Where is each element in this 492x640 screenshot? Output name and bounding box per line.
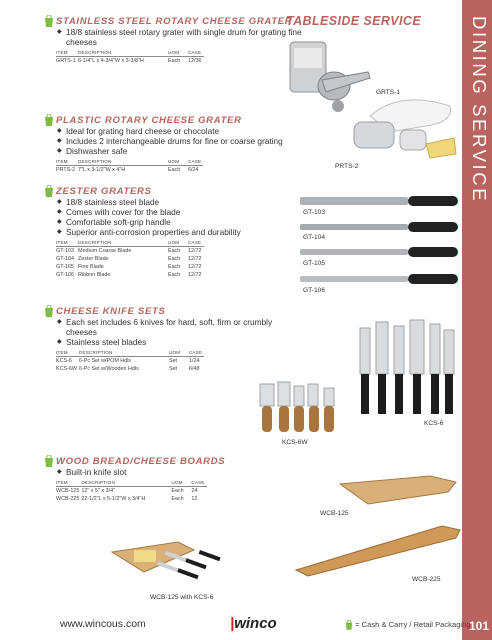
- cash-carry-note: [345, 620, 471, 630]
- shopping-bag-icon: [44, 114, 54, 126]
- bullet-item: ◆ Comfortable soft-grip handle: [56, 217, 304, 227]
- footer-url[interactable]: www.wincous.com: [60, 618, 146, 630]
- cell: Each: [168, 255, 181, 262]
- cell: GT-103: [56, 247, 74, 254]
- caption-gt105: GT-105: [303, 260, 325, 267]
- table-row: [56, 263, 204, 271]
- col-header: UOM: [171, 480, 191, 487]
- bullet-list: [56, 126, 304, 156]
- side-title: DINING SERVICE: [469, 16, 490, 204]
- cell: Set: [168, 365, 178, 372]
- bullet-list: [56, 197, 304, 237]
- tableside-heading: TABLESIDE SERVICE: [286, 14, 422, 28]
- col-header: UOM: [168, 240, 188, 247]
- section-boards: [56, 456, 304, 503]
- col-header: ITEM: [56, 480, 81, 487]
- cell: 6-Pc Set w/Wooden Hdls: [78, 365, 139, 372]
- col-header: DESCRIPTION: [78, 159, 168, 166]
- cell: Fine Blade: [78, 263, 104, 270]
- cell: 12" x 5" x 3/4": [81, 487, 115, 494]
- col-header: DESCRIPTION: [78, 50, 168, 57]
- spec-table: [56, 480, 207, 503]
- section-zester: [56, 186, 304, 280]
- caption-grts1: GRTS-1: [376, 89, 401, 96]
- caption-wcb125: WCB-125: [320, 510, 349, 517]
- caption-wcb225: WCB-225: [412, 576, 441, 583]
- bullet-item: ◆ 18/8 stainless steel blade: [56, 197, 304, 207]
- section-title: PLASTIC ROTARY CHEESE GRATER: [56, 115, 242, 126]
- bullet-list: [56, 467, 304, 477]
- cell: Ribbon Blade: [78, 272, 111, 279]
- cell: Each: [168, 57, 181, 64]
- bullet-item: ◆ Built-in knife slot: [56, 467, 304, 477]
- col-header: ITEM: [56, 159, 78, 166]
- zester-gt103-image: [300, 194, 460, 208]
- cell: KCS-6: [56, 357, 72, 364]
- cell: 6/48: [188, 365, 200, 372]
- col-header: CASE: [188, 159, 202, 164]
- cell: 12/72: [188, 247, 202, 254]
- bullet-list: [56, 27, 304, 47]
- table-row: [56, 272, 204, 280]
- cell: 22-1/2"L x 5-1/2"W x 3/4"H: [81, 495, 146, 502]
- section-grater: [56, 16, 304, 65]
- bullet-item: ◆ Superior anti-corrosion properties and durability: [56, 227, 304, 237]
- cell: 12: [191, 495, 198, 502]
- cell: WCB-225: [56, 495, 80, 502]
- table-row: [56, 57, 204, 66]
- cell: 12/72: [188, 263, 202, 270]
- wood-board-wcb125-image: [338, 472, 458, 508]
- cell: Medium Coarse Blade: [78, 247, 132, 254]
- col-header: UOM: [168, 50, 188, 57]
- cell: Each: [168, 247, 181, 254]
- bullet-item: ◆ 18/8 stainless steel rotary grater with single drum for grating fine cheeses: [56, 27, 304, 47]
- board-with-knives-image: [108, 528, 244, 592]
- cell: 12/72: [188, 255, 202, 262]
- bullet-item: ◆ Comes with cover for the blade: [56, 207, 304, 217]
- caption-kcs6w: KCS-6W: [282, 439, 308, 446]
- wood-board-wcb225-image: [292, 522, 462, 578]
- cell: Zester Blade: [78, 255, 109, 262]
- caption-gt106: GT-106: [303, 287, 325, 294]
- cash-carry-text: = Cash & Carry / Retail Packaging: [355, 620, 471, 629]
- cell: Each: [168, 263, 181, 270]
- col-header: ITEM: [56, 350, 79, 357]
- spec-table: [56, 159, 203, 174]
- col-header: DESCRIPTION: [81, 480, 171, 487]
- winco-logo: |winco: [230, 615, 277, 632]
- col-header: UOM: [169, 350, 189, 357]
- bullet-item: ◆ Includes 2 interchangeable drums for fine or coarse grating: [56, 136, 304, 146]
- logo-text: winco: [234, 615, 277, 632]
- caption-gt103: GT-103: [303, 209, 325, 216]
- col-header: ITEM: [56, 50, 78, 57]
- col-header: CASE: [188, 50, 204, 57]
- cell: Each: [168, 272, 181, 279]
- table-row: [56, 357, 204, 366]
- cell: GT-106: [56, 272, 74, 279]
- caption-kcs6: KCS-6: [424, 420, 444, 427]
- caption-board-with-knives: WCB-125 with KCS-6: [150, 594, 214, 601]
- cell: 24: [191, 487, 198, 494]
- shopping-bag-icon: [44, 185, 54, 197]
- cell: Each: [171, 487, 184, 494]
- section-title: ZESTER GRATERS: [56, 186, 152, 197]
- table-row: [56, 487, 207, 496]
- section-plastic-grater: [56, 115, 304, 174]
- bullet-item: ◆ Each set includes 6 knives for hard, soft, firm or crumbly cheeses: [56, 317, 296, 337]
- bullet-list: [56, 317, 296, 347]
- cell: Each: [171, 495, 184, 502]
- bullet-item: ◆ Ideal for grating hard cheese or chocolate: [56, 126, 304, 136]
- page-number: 101: [468, 619, 489, 633]
- caption-gt104: GT-104: [303, 234, 325, 241]
- side-band: [462, 0, 492, 640]
- cell: 12/36: [188, 57, 202, 64]
- shopping-bag-icon: [44, 455, 54, 467]
- table-row: [56, 247, 204, 256]
- knife-set-kcs6-image: [358, 318, 458, 418]
- cell: GRTS-1: [56, 57, 76, 64]
- col-header: UOM: [168, 159, 188, 166]
- zester-gt104-image: [300, 220, 460, 234]
- section-title: CHEESE KNIFE SETS: [56, 306, 166, 317]
- cell: Each: [168, 166, 181, 173]
- table-row: [56, 365, 204, 373]
- cell: 1/24: [188, 357, 200, 364]
- cell: Set: [168, 357, 178, 364]
- cell: WCB-125: [56, 487, 80, 494]
- cell: GT-105: [56, 263, 74, 270]
- bullet-item: ◆ Stainless steel blades: [56, 337, 296, 347]
- col-header: DESCRIPTION: [78, 240, 168, 247]
- section-title: WOOD BREAD/CHEESE BOARDS: [56, 456, 226, 467]
- cell: 8-1/4"L x 4-3/4"W x 3-3/8"H: [78, 57, 144, 64]
- col-header: CASE: [188, 350, 203, 355]
- cell: 6/24: [188, 166, 199, 173]
- cell: KCS-6W: [56, 365, 77, 372]
- cell: PRTS-2: [56, 166, 76, 173]
- cell: 12/72: [188, 272, 202, 279]
- section-title: STAINLESS STEEL ROTARY CHEESE GRATER: [56, 16, 293, 27]
- caption-prts2: PRTS-2: [335, 163, 359, 170]
- zester-gt106-image: [300, 272, 460, 286]
- spec-table: [56, 350, 204, 373]
- spec-table: [56, 240, 204, 280]
- knife-set-kcs6w-image: [254, 380, 344, 436]
- table-row: [56, 495, 207, 503]
- cell: GT-104: [56, 255, 74, 262]
- spec-table: [56, 50, 204, 65]
- col-header: CASE: [191, 480, 205, 485]
- cell: 6-Pc Set w/POM Hdls: [78, 357, 132, 364]
- col-header: CASE: [188, 240, 204, 247]
- table-row: [56, 255, 204, 263]
- shopping-bag-icon: [44, 305, 54, 317]
- shopping-bag-icon: [345, 620, 353, 630]
- zester-gt105-image: [300, 245, 460, 259]
- col-header: DESCRIPTION: [79, 350, 169, 357]
- cell: 7"L x 3-1/2"W x 4"H: [78, 166, 126, 173]
- table-row: [56, 166, 203, 175]
- bullet-item: ◆ Dishwasher safe: [56, 146, 304, 156]
- col-header: ITEM: [56, 240, 78, 247]
- shopping-bag-icon: [44, 15, 54, 27]
- section-knife-sets: [56, 306, 304, 373]
- plastic-grater-image: [330, 86, 460, 164]
